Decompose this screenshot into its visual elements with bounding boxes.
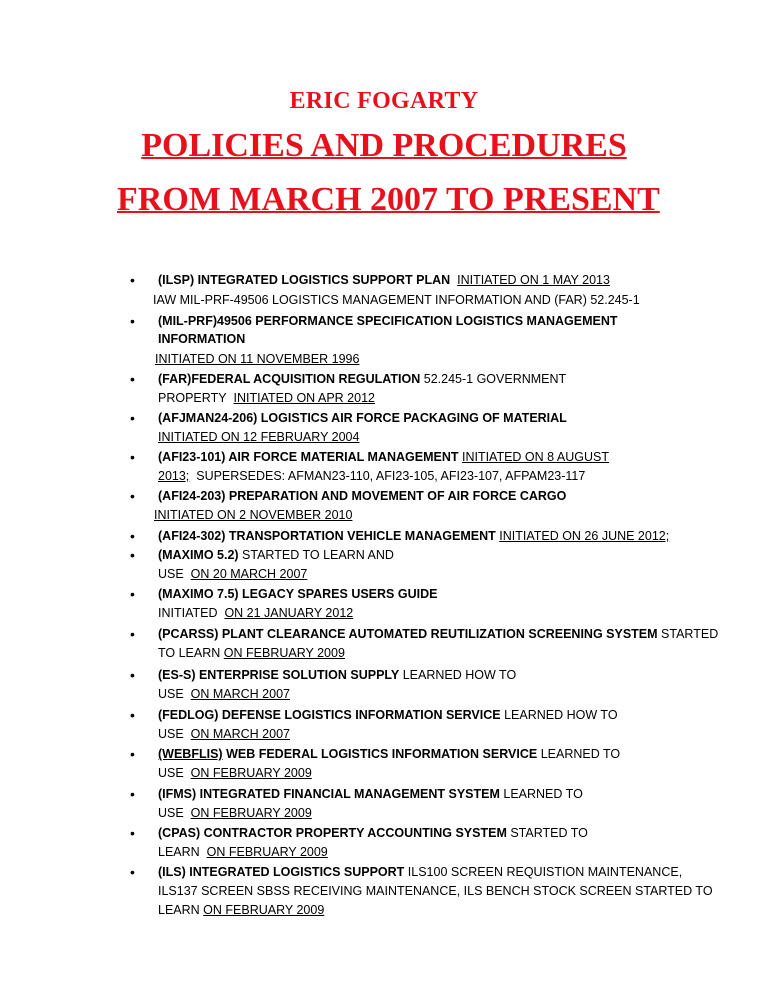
bullet-icon: • (130, 313, 135, 329)
item-text: LEARN (158, 903, 200, 917)
item-heading: (PCARSS) PLANT CLEARANCE AUTOMATED REUTILIZATION SCREENING SYSTEM (158, 627, 658, 641)
item-date: ON FEBRUARY 2009 (190, 766, 312, 780)
bullet-icon: • (130, 825, 135, 841)
item-heading: (AFI23-101) AIR FORCE MATERIAL MANAGEMENT (158, 450, 459, 464)
item-line (158, 785, 583, 804)
item-text: SUPERSEDES: AFMAN23-110, AFI23-105, AFI23-107, AFPAM23-117 (196, 469, 586, 483)
bullet-icon: • (130, 746, 135, 762)
item-heading: (FEDLOG) DEFENSE LOGISTICS INFORMATION SERVICE (158, 708, 501, 722)
item-line (158, 389, 375, 408)
item-heading: (AFI24-203) PREPARATION AND MOVEMENT OF AIR FORCE CARGO (158, 489, 567, 503)
item-line (158, 901, 324, 920)
item-heading: (IFMS) INTEGRATED FINANCIAL MANAGEMENT SYSTEM (158, 787, 500, 801)
bullet-icon: • (130, 371, 135, 387)
item-text: USE (158, 806, 184, 820)
item-line (158, 546, 394, 565)
item-text: STARTED TO LEARN AND (242, 548, 394, 562)
item-line (158, 725, 290, 744)
item-date: ON MARCH 2007 (190, 687, 290, 701)
item-line (158, 527, 669, 546)
item-line: IAW MIL-PRF-49506 LOGISTICS MANAGEMENT INFORMATION AND (FAR) 52.245-1 (153, 293, 640, 307)
item-heading: (AFJMAN24-206) LOGISTICS AIR FORCE PACKAGING OF MATERIAL (158, 411, 567, 425)
item-date: ON FEBRUARY 2009 (203, 903, 325, 917)
item-text: ILS100 SCREEN REQUISTION MAINTENANCE, (407, 865, 683, 879)
item-text: PROPERTY (158, 391, 227, 405)
item-text: LEARN (158, 845, 200, 859)
bullet-icon: • (130, 410, 135, 426)
bullet-icon: • (130, 626, 135, 642)
item-text: USE (158, 727, 184, 741)
item-text: STARTED TO (510, 826, 588, 840)
bullet-icon: • (130, 586, 135, 602)
item-date: ON MARCH 2007 (190, 727, 290, 741)
item-text: LEARNED HOW TO (402, 668, 517, 682)
item-text: USE (158, 567, 184, 581)
item-line (158, 625, 718, 644)
item-date: INITIATED ON 26 JUNE 2012; (499, 529, 670, 543)
item-date: ON 21 JANUARY 2012 (224, 606, 354, 620)
item-acronym: (WEBFLIS) (158, 747, 223, 761)
item-date: ON FEBRUARY 2009 (190, 806, 312, 820)
item-date: INITIATED ON 12 FEBRUARY 2004 (158, 430, 360, 444)
item-text: LEARNED HOW TO (504, 708, 618, 722)
item-date: INITIATED ON 1 MAY 2013 (457, 273, 610, 287)
item-date: INITIATED ON 8 AUGUST (461, 450, 609, 464)
item-line (158, 745, 620, 764)
document-subtitle: FROM MARCH 2007 TO PRESENT (117, 181, 660, 218)
item-heading: INFORMATION (158, 332, 246, 346)
item-line (158, 370, 566, 389)
item-date: ON FEBRUARY 2009 (223, 646, 345, 660)
item-line (158, 863, 682, 882)
item-date: ON FEBRUARY 2009 (206, 845, 328, 859)
bullet-icon: • (130, 547, 135, 563)
item-text: USE (158, 766, 184, 780)
bullet-icon: • (130, 488, 135, 504)
item-line: ILS137 SCREEN SBSS RECEIVING MAINTENANCE, ILS BENCH STOCK SCREEN STARTED TO (158, 884, 713, 898)
item-text: USE (158, 687, 184, 701)
author-name: ERIC FOGARTY (289, 88, 479, 114)
item-line (158, 565, 307, 584)
item-line (158, 824, 588, 843)
item-heading: (MAXIMO 5.2) (158, 548, 239, 562)
item-date: 2013; (158, 469, 190, 483)
item-text: STARTED (661, 627, 719, 641)
item-heading: (MIL-PRF)49506 PERFORMANCE SPECIFICATION LOGISTICS MANAGEMENT (158, 314, 618, 328)
bullet-icon: • (130, 528, 135, 544)
item-line (158, 764, 312, 783)
item-line (158, 604, 353, 623)
document-title: POLICIES AND PROCEDURES (141, 127, 627, 164)
item-line (158, 685, 290, 704)
item-text: 52.245-1 GOVERNMENT (423, 372, 567, 386)
item-line (158, 804, 312, 823)
item-date: INITIATED ON 2 NOVEMBER 2010 (154, 508, 353, 522)
bullet-icon: • (130, 667, 135, 683)
item-heading: (CPAS) CONTRACTOR PROPERTY ACCOUNTING SYSTEM (158, 826, 507, 840)
item-text: INITIATED (158, 606, 218, 620)
item-heading: (ILS) INTEGRATED LOGISTICS SUPPORT (158, 865, 405, 879)
bullet-icon: • (130, 786, 135, 802)
item-text: LEARNED TO (540, 747, 621, 761)
item-line (158, 666, 516, 685)
bullet-icon: • (130, 272, 135, 288)
bullet-icon: • (130, 707, 135, 723)
item-date: INITIATED ON APR 2012 (233, 391, 375, 405)
item-line (158, 467, 585, 486)
item-date: ON 20 MARCH 2007 (190, 567, 308, 581)
item-heading: (FAR)FEDERAL ACQUISITION REGULATION (158, 372, 421, 386)
item-line (158, 843, 328, 862)
item-heading: WEB FEDERAL LOGISTICS INFORMATION SERVICE (226, 747, 538, 761)
item-heading: (AFI24-302) TRANSPORTATION VEHICLE MANAGEMENT (158, 529, 496, 543)
item-heading: (MAXIMO 7.5) LEGACY SPARES USERS GUIDE (158, 587, 438, 601)
item-heading: (ILSP) INTEGRATED LOGISTICS SUPPORT PLAN (158, 273, 451, 287)
item-line (158, 271, 610, 290)
item-date: INITIATED ON 11 NOVEMBER 1996 (155, 352, 360, 366)
item-text: LEARNED TO (503, 787, 583, 801)
item-heading: (ES-S) ENTERPRISE SOLUTION SUPPLY (158, 668, 400, 682)
item-text: TO LEARN (158, 646, 221, 660)
item-line (158, 644, 345, 663)
bullet-icon: • (130, 449, 135, 465)
bullet-icon: • (130, 864, 135, 880)
item-line (158, 448, 609, 467)
item-line (158, 706, 618, 725)
